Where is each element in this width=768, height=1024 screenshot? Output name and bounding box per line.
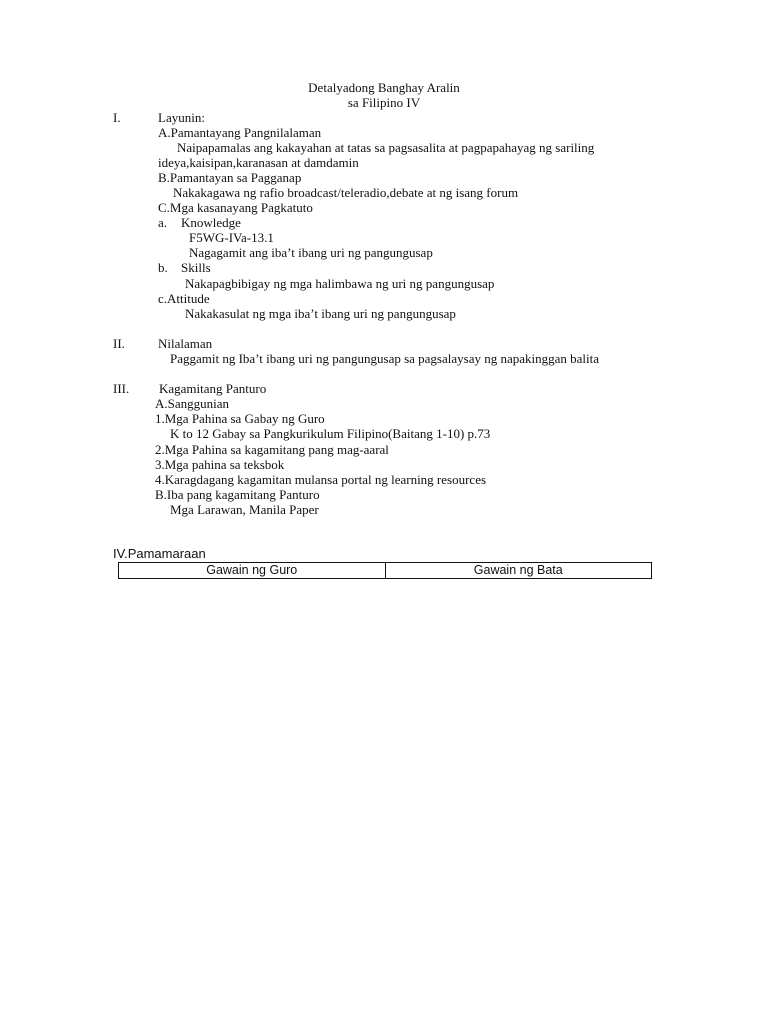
nilalaman-text: Paggamit ng Iba’t ibang uri ng pangungusap sa pagsalaysay ng napakinggan balita: [170, 351, 600, 366]
skills-text: Nakapagbibigay ng mga halimbawa ng uri ng pangungusap: [185, 276, 495, 291]
attitude-label: c.Attitude: [158, 291, 210, 306]
skills-label: Skills: [181, 260, 211, 275]
gawain-ng-bata-header: Gawain ng Bata: [385, 563, 652, 579]
iba-pang-kagamitan-text: Mga Larawan, Manila Paper: [170, 502, 319, 517]
learning-resources-item: 4.Karagdagang kagamitan mulansa portal ng learning resources: [155, 472, 487, 487]
section-2-heading: Nilalaman: [158, 336, 213, 351]
document-subtitle: sa Filipino IV: [347, 95, 421, 110]
iba-pang-kagamitan-label: B.Iba pang kagamitang Panturo: [155, 487, 320, 502]
activity-table: [118, 562, 652, 579]
pamantayan-sa-pagganap-label: B.Pamantayan sa Pagganap: [158, 170, 302, 185]
sanggunian-label: A.Sanggunian: [155, 396, 230, 411]
skills-marker: b.: [158, 260, 168, 275]
knowledge-marker: a.: [158, 215, 168, 230]
attitude-text: Nakakasulat ng mga iba’t ibang uri ng pangungusap: [185, 306, 456, 321]
kasanayang-pagkatuto-label: C.Mga kasanayang Pagkatuto: [158, 200, 313, 215]
gawain-ng-guro-header: Gawain ng Guro: [119, 563, 386, 579]
kagamitang-mag-aaral-item: 2.Mga Pahina sa kagamitang pang mag-aaral: [155, 442, 389, 457]
gabay-ng-guro-text: K to 12 Gabay sa Pangkurikulum Filipino(Baitang 1-10) p.73: [170, 426, 491, 441]
gabay-ng-guro-item: 1.Mga Pahina sa Gabay ng Guro: [155, 411, 325, 426]
document-title: Detalyadong Banghay Aralin: [308, 80, 460, 95]
table-header-row: [119, 563, 652, 579]
pamantayang-pangnilalaman-text-1: Naipapamalas ang kakayahan at tatas sa pagsasalita at pagpapahayag ng sariling: [177, 140, 595, 155]
knowledge-code: F5WG-IVa-13.1: [189, 230, 274, 245]
pamantayan-sa-pagganap-text: Nakakagawa ng rafio broadcast/teleradio,debate at ng isang forum: [173, 185, 519, 200]
section-3-heading: Kagamitang Panturo: [159, 381, 267, 396]
pamantayang-pangnilalaman-text-2: ideya,kaisipan,karanasan at damdamin: [158, 155, 359, 170]
knowledge-text: Nagagamit ang iba’t ibang uri ng pangungusap: [189, 245, 433, 260]
section-1-heading: Layunin:: [158, 110, 205, 125]
section-2-numeral: II.: [113, 336, 125, 351]
pamantayang-pangnilalaman-label: A.Pamantayang Pangnilalaman: [158, 125, 322, 140]
teksbok-item: 3.Mga pahina sa teksbok: [155, 457, 285, 472]
section-1-numeral: I.: [113, 110, 121, 125]
knowledge-label: Knowledge: [181, 215, 241, 230]
section-4-heading: IV.Pamamaraan: [113, 546, 206, 561]
section-3-numeral: III.: [113, 381, 130, 396]
